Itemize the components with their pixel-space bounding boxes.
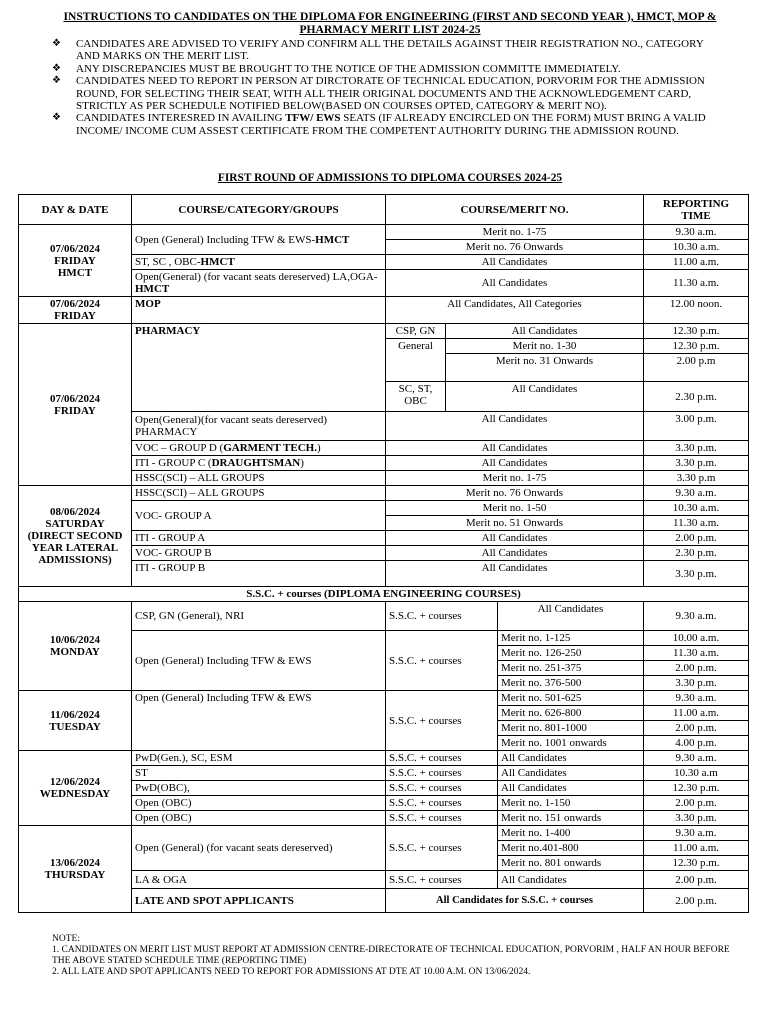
table-row: Merit no. 251-375 2.00 p.m. (19, 661, 749, 676)
table-row: Merit no. 801-1000 2.00 p.m. (19, 721, 749, 736)
table-row: Merit no. 626-800 11.00 a.m. (19, 706, 749, 721)
table-row: 10/06/2024 MONDAY CSP, GN (General), NRI S.S.C. + courses All Candidates 9.30 a.m. (19, 602, 749, 631)
table-row: Open (OBC) S.S.C. + courses Merit no. 1-150 2.00 p.m. (19, 796, 749, 811)
table-row: 07/06/2024 FRIDAY HMCT Open (General) Including TFW & EWS-HMCT Merit no. 1-75 9.30 a.m. (19, 225, 749, 240)
table-row: Merit no. 376-500 3.30 p.m. (19, 676, 749, 691)
header-course: COURSE/CATEGORY/GROUPS (132, 195, 386, 225)
table-row: ITI - GROUP C (DRAUGHTSMAN) All Candidates 3.30 p.m. (19, 456, 749, 471)
table-row: 11/06/2024 TUESDAY Open (General) Including TFW & EWS S.S.C. + courses Merit no. 501-625 9.30 a.m. (19, 691, 749, 706)
table-row: VOC- GROUP B All Candidates 2.30 p.m. (19, 546, 749, 561)
table-row: 13/06/2024 THURSDAY Open (General) (for vacant seats dereserved) S.S.C. + courses Merit no. 1-400 9.30 a.m. (19, 826, 749, 841)
table-row: Merit no. 801 onwards 12.30 p.m. (19, 856, 749, 871)
diamond-bullet-icon: ❖ (52, 75, 61, 87)
instruction-list (52, 38, 722, 137)
table-row: Merit no. 1001 onwards 4.00 p.m. (19, 736, 749, 751)
instruction-item: ❖ CANDIDATES INTERESRED IN AVAILING TFW/ EWS SEATS (IF ALREADY ENCIRCLED ON THE FORM) MUST BRING A VALID INCOME/ INCOME CUM ASSEST CERTIFICATE FROM THE COMPETENT AUTHORITY DURING THE ADMISSION ROUND. (52, 112, 706, 137)
table-row: VOC – GROUP D (GARMENT TECH.) All Candidates 3.30 p.m. (19, 441, 749, 456)
instruction-item: ❖ ANY DISCREPANCIES MUST BE BROUGHT TO THE NOTICE OF THE ADMISSION COMMITTE IMMEDIATELY. (52, 62, 621, 75)
schedule-title: FIRST ROUND OF ADMISSIONS TO DIPLOMA COURSES 2024-25 (217, 172, 563, 184)
table-row: SC, ST, OBC All Candidates 2.30 p.m. (19, 382, 749, 412)
header-time: REPORTING TIME (644, 195, 749, 225)
day-cell: 12/06/2024 WEDNESDAY (19, 751, 132, 826)
table-row: Open(General) (for vacant seats dereserved) LA,OGA-HMCT All Candidates 11.30 a.m. (19, 270, 749, 297)
diamond-bullet-icon: ❖ (52, 62, 61, 74)
section-header-row: S.S.C. + courses (DIPLOMA ENGINEERING COURSES) (19, 587, 749, 602)
table-row: 07/06/2024 FRIDAY PHARMACY CSP, GN All Candidates 12.30 p.m. (19, 324, 749, 339)
schedule-table (18, 194, 749, 913)
header-merit: COURSE/MERIT NO. (386, 195, 644, 225)
table-row: General Merit no. 1-30 12.30 p.m. (19, 339, 749, 354)
table-row: HSSC(SCI) – ALL GROUPS Merit no. 1-75 3.30 p.m (19, 471, 749, 486)
instruction-item: ❖ CANDIDATES NEED TO REPORT IN PERSON AT DIRCTORATE OF TECHNICAL EDUCATION, PORVORIM FOR THE ADMISSION ROUND, FOR SELECTING THEIR SEAT, WITH ALL THEIR ORIGINAL DOCUMENTS AND THE ACKNOWLEDGEMENT CARD, STRICTLY AS PER SCHEDULE NOTIFIED BELOW(BASED ON COURSES OPTED, CATEGORY & MERIT NO). (52, 75, 705, 113)
day-cell: 13/06/2024 THURSDAY (19, 826, 132, 913)
table-row: ST S.S.C. + courses All Candidates 10.30 a.m (19, 766, 749, 781)
table-row: Open (General) Including TFW & EWS S.S.C. + courses Merit no. 1-125 10.00 a.m. (19, 631, 749, 646)
table-row: 12/06/2024 WEDNESDAY PwD(Gen.), SC, ESM S.S.C. + courses All Candidates 9.30 a.m. (19, 751, 749, 766)
diamond-bullet-icon: ❖ (52, 112, 61, 124)
day-cell: 07/06/2024 FRIDAY HMCT (19, 225, 132, 297)
table-header-row (19, 195, 749, 225)
table-row: ITI - GROUP B All Candidates 3.30 p.m. (19, 561, 749, 587)
table-row: Merit no. 51 Onwards 11.30 a.m. (19, 516, 749, 531)
instruction-item: ❖ CANDIDATES ARE ADVISED TO VERIFY AND CONFIRM ALL THE DETAILS AGAINST THEIR REGISTRATION NO., CATEGORY AND MARKS ON THE MERIT LIST. (52, 38, 704, 63)
table-row: LATE AND SPOT APPLICANTS All Candidates for S.S.C. + courses 2.00 p.m. (19, 889, 749, 913)
table-row: VOC- GROUP A Merit no. 1-50 10.30 a.m. (19, 501, 749, 516)
document-title: INSTRUCTIONS TO CANDIDATES ON THE DIPLOMA FOR ENGINEERING (FIRST AND SECOND YEAR ), HMCT, MOP & PHARMACY MERIT LIST 2024-25 (63, 10, 717, 36)
table-row: Merit no. 126-250 11.30 a.m. (19, 646, 749, 661)
table-row: ITI - GROUP A All Candidates 2.00 p.m. (19, 531, 749, 546)
table-row: Open (OBC) S.S.C. + courses Merit no. 151 onwards 3.30 p.m. (19, 811, 749, 826)
table-row: Merit no. 31 Onwards 2.00 p.m (19, 354, 749, 382)
table-row: ST, SC , OBC-HMCT All Candidates 11.00 a.m. (19, 255, 749, 270)
table-row: Merit no.401-800 11.00 a.m. (19, 841, 749, 856)
header-day: DAY & DATE (19, 195, 132, 225)
table-row: PwD(OBC), S.S.C. + courses All Candidates 12.30 p.m. (19, 781, 749, 796)
footnote: NOTE: 1. CANDIDATES ON MERIT LIST MUST REPORT AT ADMISSION CENTRE-DIRECTORATE OF TECHNICAL EDUCATION, PORVORIM , HALF AN HOUR BEFORE THE ABOVE STATED SCHEDULE TIME (REPORTING TIME) 2. ALL LATE AND SPOT APPLICANTS NEED TO REPORT FOR ADMISSIONS AT DTE AT 10.00 A.M. ON 13/06/2024. (52, 934, 730, 977)
table-row: Open(General)(for vacant seats dereserved) PHARMACY All Candidates 3.00 p.m. (19, 412, 749, 441)
day-cell: 10/06/2024 MONDAY (19, 602, 132, 691)
day-cell: 07/06/2024 FRIDAY (19, 324, 132, 486)
table-row: Merit no. 76 Onwards 10.30 a.m. (19, 240, 749, 255)
day-cell: 07/06/2024 FRIDAY (19, 297, 132, 324)
table-row: 08/06/2024 SATURDAY (DIRECT SECOND YEAR LATERAL ADMISSIONS) HSSC(SCI) – ALL GROUPS Merit no. 76 Onwards 9.30 a.m. (19, 486, 749, 501)
table-row: LA & OGA S.S.C. + courses All Candidates 2.00 p.m. (19, 871, 749, 889)
table-row: 07/06/2024 FRIDAY MOP All Candidates, All Categories 12.00 noon. (19, 297, 749, 324)
day-cell: 08/06/2024 SATURDAY (DIRECT SECOND YEAR LATERAL ADMISSIONS) (19, 486, 132, 587)
day-cell: 11/06/2024 TUESDAY (19, 691, 132, 751)
diamond-bullet-icon: ❖ (52, 38, 61, 49)
